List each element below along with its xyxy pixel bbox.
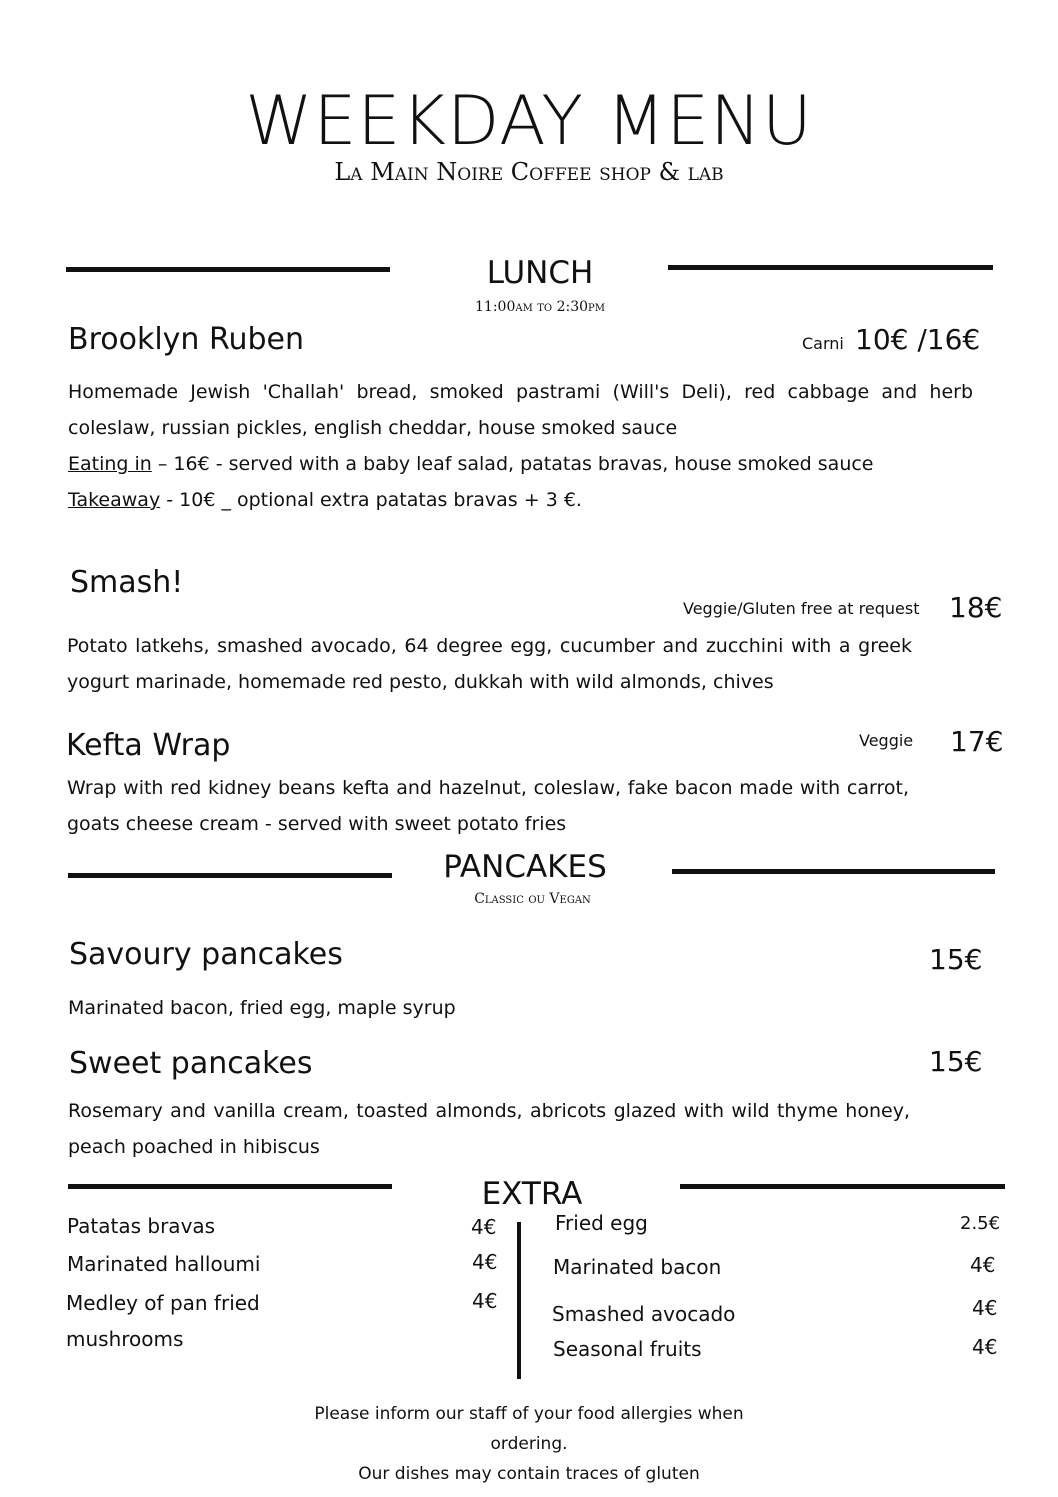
extra-item-price: 4€: [471, 1215, 497, 1239]
takeaway-label: Takeaway: [68, 489, 161, 511]
dish-tag-veggie-gluten-free: Veggie/Gluten free at request: [683, 599, 920, 618]
dish-desc-kefta-wrap: Wrap with red kidney beans kefta and hazelnut, coleslaw, fake bacon made with carrot, goats cheese cream - served with sweet potato fries: [67, 777, 909, 835]
lunch-hours: 11:00am to 2:30pm: [475, 299, 605, 315]
dish-tag-veggie: Veggie: [859, 731, 914, 750]
extra-rule-left: [68, 1184, 392, 1189]
menu-subtitle: La Main Noire Coffee shop & lab: [334, 158, 724, 186]
dish-desc-smash: Potato latkehs, smashed avocado, 64 degree egg, cucumber and zucchini with a greek yogurt marinade, homemade red pesto, dukkah with wild almonds, chives: [67, 635, 912, 693]
pancakes-rule-left: [68, 873, 392, 878]
menu-title: WEEKDAY MENU: [245, 82, 813, 161]
dish-desc-sweet-pancakes: Rosemary and vanilla cream, toasted almonds, abricots glazed with wild thyme honey, peach poached in hibiscus: [68, 1100, 910, 1158]
eating-in-label: Eating in: [68, 453, 152, 475]
extra-item-name: Fried egg: [555, 1211, 648, 1235]
extra-item-name-cont: mushrooms: [66, 1327, 184, 1351]
extra-heading: EXTRA: [481, 1176, 583, 1212]
allergy-note-line2: ordering.: [490, 1434, 568, 1454]
extra-item-price: 4€: [970, 1253, 996, 1277]
dish-desc-savoury-pancakes: Marinated bacon, fried egg, maple syrup: [68, 997, 456, 1019]
dish-price-sweet-pancakes: 15€: [929, 1045, 983, 1078]
extra-item-name: Patatas bravas: [67, 1214, 216, 1238]
takeaway-line: [68, 482, 973, 518]
dish-name-sweet-pancakes: Sweet pancakes: [69, 1046, 313, 1081]
dish-name-smash: Smash!: [70, 565, 184, 600]
allergy-note-line1: Please inform our staff of your food allergies when: [314, 1404, 744, 1424]
dish-price-kefta-wrap: 17€: [950, 725, 1004, 758]
dish-price-brooklyn-ruben: 10€ /16€: [855, 323, 981, 356]
lunch-heading: LUNCH: [486, 255, 594, 291]
extra-item-name: Marinated halloumi: [67, 1252, 261, 1276]
extra-item-price: 4€: [472, 1250, 498, 1274]
allergy-note-line3: Our dishes may contain traces of gluten: [358, 1464, 700, 1484]
dish-price-savoury-pancakes: 15€: [929, 943, 983, 976]
dish-name-kefta-wrap: Kefta Wrap: [66, 728, 231, 763]
takeaway-text: - 10€ _ optional extra patatas bravas + 3 €.: [160, 489, 582, 511]
eating-in-line: [68, 446, 973, 482]
dish-desc-brooklyn-ruben: Homemade Jewish 'Challah' bread, smoked pastrami (Will's Deli), red cabbage and herb coleslaw, russian pickles, english cheddar, house smoked sauce: [68, 381, 973, 439]
dish-tag-carni: Carni: [802, 334, 844, 353]
pancakes-sub: Classic ou Vegan: [474, 891, 591, 907]
pancakes-heading: PANCAKES: [443, 849, 607, 885]
extra-item-price: 4€: [972, 1335, 998, 1359]
extra-item-name: Smashed avocado: [552, 1302, 736, 1326]
pancakes-rule-right: [672, 869, 995, 874]
dish-price-smash: 18€: [949, 591, 1003, 624]
extra-item-price: 4€: [472, 1289, 498, 1313]
lunch-rule-right: [668, 265, 993, 270]
extra-item-price: 4€: [972, 1296, 998, 1320]
dish-name-savoury-pancakes: Savoury pancakes: [69, 937, 343, 972]
eating-in-text: – 16€ - served with a baby leaf salad, patatas bravas, house smoked sauce: [151, 453, 874, 475]
extra-item-name: Seasonal fruits: [553, 1337, 702, 1361]
extra-column-divider: [517, 1222, 521, 1379]
extra-rule-right: [680, 1184, 1005, 1189]
dish-name-brooklyn-ruben: Brooklyn Ruben: [68, 322, 305, 357]
lunch-rule-left: [66, 267, 390, 272]
extra-item-name: Medley of pan fried: [66, 1291, 260, 1315]
extra-item-name: Marinated bacon: [553, 1255, 722, 1279]
extra-item-price: 2.5€: [960, 1213, 1001, 1234]
